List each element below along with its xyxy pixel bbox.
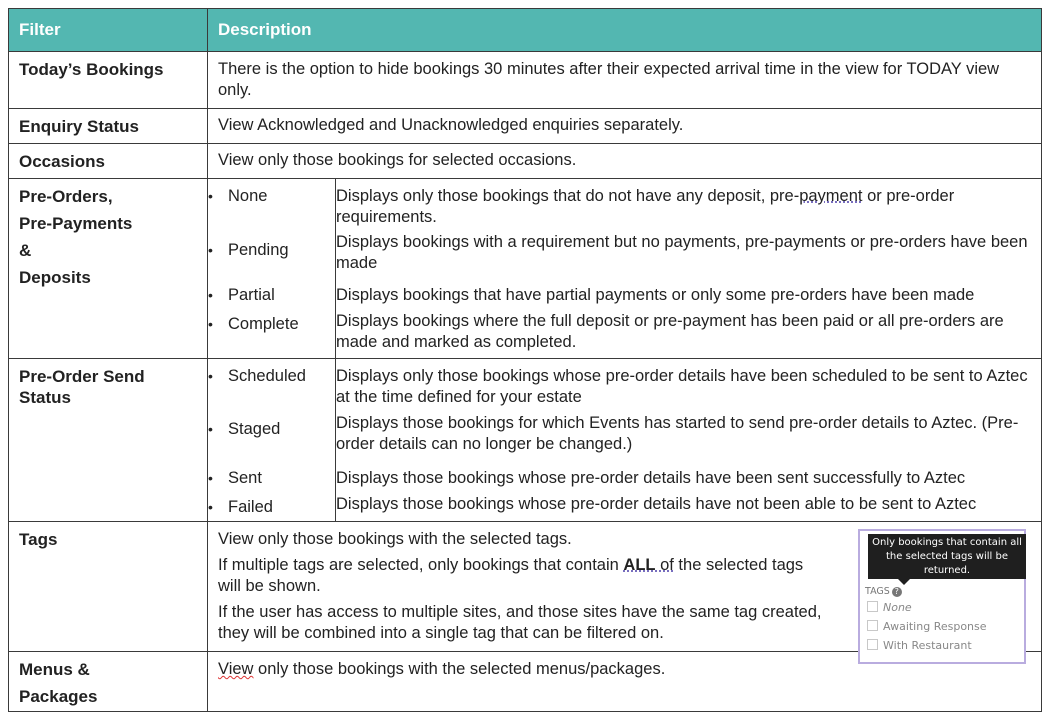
option-sent-description: Displays those bookings whose pre-order details have been sent successfully to Aztec <box>336 469 966 487</box>
option-pending-description: Displays bookings with a requirement but no payments, pre-payments or pre-orders have been made <box>336 233 1028 272</box>
menus-description: View only those bookings with the selected menus/packages. <box>218 660 666 678</box>
option-pending: • Pending <box>208 240 335 261</box>
option-complete: • Complete <box>208 314 335 335</box>
checkbox-icon[interactable] <box>867 601 878 612</box>
option-staged: • Staged <box>208 419 335 440</box>
tag-option-awaiting-response[interactable]: Awaiting Response <box>867 620 987 633</box>
preorders-name-line2: Pre-Payments <box>19 214 133 233</box>
option-failed-description: Displays those bookings whose pre-order details have not been able to be sent to Aztec <box>336 495 977 513</box>
option-partial-description: Displays bookings that have partial payments or only some pre-orders have been made <box>336 286 975 304</box>
option-scheduled-description: Displays only those bookings whose pre-order details have been scheduled to be sent to Aztec at the time defined for your estate <box>336 367 1028 406</box>
option-scheduled: • Scheduled <box>208 366 335 387</box>
header-description: Description <box>208 9 1042 52</box>
tag-option-with-restaurant[interactable]: With Restaurant <box>867 639 972 652</box>
help-icon[interactable]: ? <box>892 587 902 597</box>
tags-para-2: If multiple tags are selected, only bookings that contain ALL of the selected tags will be shown. <box>218 556 804 595</box>
preorders-name-line4: Deposits <box>19 268 91 287</box>
checkbox-icon[interactable] <box>867 639 878 650</box>
filter-preorder-send-status: Pre-Order Send Status <box>19 367 145 407</box>
option-none: • None <box>208 186 335 207</box>
todays-bookings-description: There is the option to hide bookings 30 minutes after their expected arrival time in the view for TODAY view only. <box>218 60 1000 99</box>
occasions-description: View only those bookings for selected occasions. <box>218 151 577 169</box>
tags-para-1: View only those bookings with the selected tags. <box>218 530 572 548</box>
option-staged-description: Displays those bookings for which Events has started to send pre-order details to Aztec. (Pre-order details can no longer be changed.) <box>336 414 1019 453</box>
preorders-name-line3: & <box>19 241 32 260</box>
filter-enquiry-status: Enquiry Status <box>19 117 139 136</box>
enquiry-status-description: View Acknowledged and Unacknowledged enquiries separately. <box>218 116 684 134</box>
menus-name-line1: Menus & <box>19 660 90 679</box>
menus-name-line2: Packages <box>19 687 98 706</box>
tags-para-3: If the user has access to multiple sites, and those sites have the same tag created, they will be combined into a single tag that can be filtered on. <box>218 603 822 642</box>
tags-filter-screenshot <box>858 529 1026 664</box>
option-complete-description: Displays bookings where the full deposit or pre-payment has been paid or all pre-orders are made and marked as completed. <box>336 312 1004 351</box>
filter-occasions: Occasions <box>19 152 105 171</box>
preorders-options <box>208 179 1041 358</box>
filter-todays-bookings: Today’s Bookings <box>19 60 164 79</box>
filter-tags: Tags <box>19 530 58 549</box>
filter-preorders-deposits <box>9 179 207 291</box>
tags-label: TAGS ? <box>865 586 902 597</box>
tags-tooltip: Only bookings that contain all the selected tags will be returned. <box>868 534 1026 579</box>
header-filter: Filter <box>9 9 208 52</box>
option-failed: • Failed <box>208 497 335 518</box>
option-partial: • Partial <box>208 285 335 306</box>
option-sent: • Sent <box>208 468 335 489</box>
checkbox-icon[interactable] <box>867 620 878 631</box>
tag-option-none[interactable]: None <box>867 601 912 614</box>
preorders-name-line1: Pre-Orders, <box>19 187 113 206</box>
tags-all-emphasis: ALL <box>623 556 656 574</box>
option-none-description: Displays only those bookings that do not have any deposit, pre-payment or pre-order requirements. <box>336 187 955 226</box>
send-status-options <box>208 359 1041 521</box>
tags-description <box>208 522 838 651</box>
filter-menus-packages <box>9 652 207 710</box>
